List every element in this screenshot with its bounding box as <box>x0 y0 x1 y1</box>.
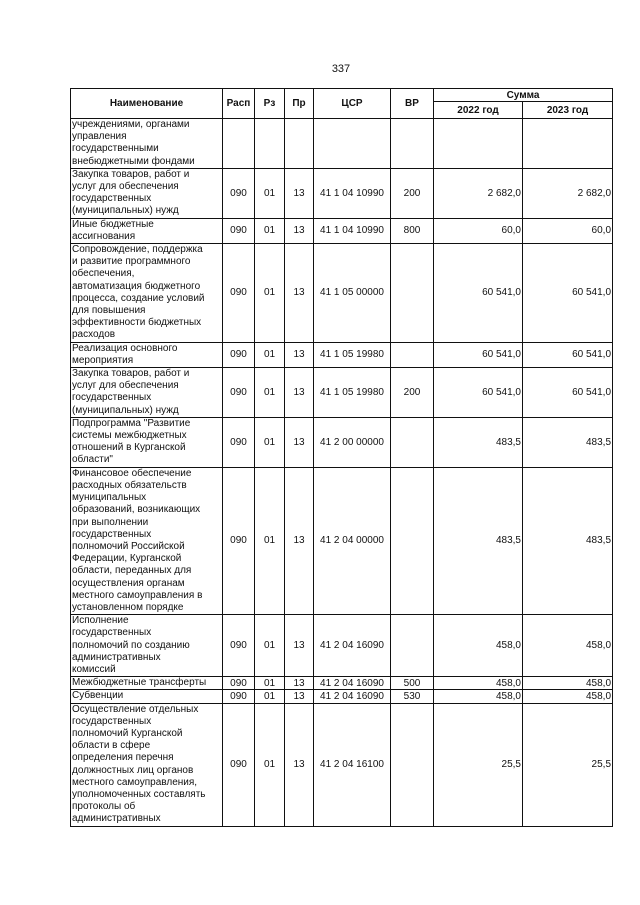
cell-rz: 01 <box>255 168 285 218</box>
cell-rasp: 090 <box>223 168 255 218</box>
cell-csr: 41 1 04 10990 <box>314 168 391 218</box>
cell-sum-2022: 25,5 <box>434 703 523 826</box>
cell-vr: 800 <box>391 218 434 243</box>
table-row <box>71 119 613 169</box>
cell-name: Исполнение государственных полномочий по созданию административных комиссий <box>71 615 223 677</box>
cell-pr: 13 <box>285 677 314 690</box>
cell-rz: 01 <box>255 677 285 690</box>
cell-vr: 530 <box>391 690 434 703</box>
cell-pr <box>285 119 314 169</box>
cell-rasp: 090 <box>223 417 255 467</box>
cell-vr <box>391 467 434 614</box>
cell-rasp: 090 <box>223 467 255 614</box>
cell-sum-2022: 2 682,0 <box>434 168 523 218</box>
page-number: 337 <box>331 63 351 75</box>
cell-name: Финансовое обеспечение расходных обязательств муниципальных образований, возникающих при выполнении государственных полномочий Российской Федерации, Курганской области, переданных для осуществления органам местного самоуправления в установленном порядке <box>71 467 223 614</box>
cell-rz <box>255 119 285 169</box>
table-row <box>71 703 613 826</box>
cell-pr: 13 <box>285 168 314 218</box>
cell-sum-2023: 483,5 <box>523 467 613 614</box>
cell-name: Подпрограмма "Развитие системы межбюджетных отношений в Курганской области" <box>71 417 223 467</box>
cell-sum-2023: 458,0 <box>523 690 613 703</box>
cell-sum-2022: 60 541,0 <box>434 368 523 418</box>
cell-sum-2023: 60,0 <box>523 218 613 243</box>
table-row <box>71 342 613 367</box>
cell-rasp: 090 <box>223 677 255 690</box>
cell-vr <box>391 417 434 467</box>
cell-csr: 41 2 04 16090 <box>314 690 391 703</box>
cell-vr: 500 <box>391 677 434 690</box>
header-rasp: Расп <box>223 89 255 119</box>
cell-vr <box>391 703 434 826</box>
cell-rz: 01 <box>255 703 285 826</box>
cell-name: Иные бюджетные ассигнования <box>71 218 223 243</box>
cell-sum-2023: 25,5 <box>523 703 613 826</box>
cell-rz: 01 <box>255 467 285 614</box>
header-row-top <box>71 89 613 102</box>
cell-vr <box>391 342 434 367</box>
table-row <box>71 244 613 343</box>
cell-csr: 41 1 04 10990 <box>314 218 391 243</box>
table-row <box>71 677 613 690</box>
cell-name: учреждениями, органами управления государственными внебюджетными фондами <box>71 119 223 169</box>
cell-pr: 13 <box>285 467 314 614</box>
cell-sum-2022: 483,5 <box>434 467 523 614</box>
table-row <box>71 417 613 467</box>
cell-rz: 01 <box>255 417 285 467</box>
cell-csr: 41 1 05 19980 <box>314 342 391 367</box>
cell-sum-2023: 458,0 <box>523 677 613 690</box>
table-row <box>71 615 613 677</box>
cell-rasp: 090 <box>223 342 255 367</box>
cell-sum-2022: 458,0 <box>434 677 523 690</box>
table-row <box>71 368 613 418</box>
cell-rasp: 090 <box>223 690 255 703</box>
cell-pr: 13 <box>285 218 314 243</box>
cell-vr <box>391 244 434 343</box>
cell-name: Межбюджетные трансферты <box>71 677 223 690</box>
cell-vr: 200 <box>391 168 434 218</box>
cell-sum-2022: 60 541,0 <box>434 342 523 367</box>
cell-csr: 41 2 04 16090 <box>314 615 391 677</box>
cell-sum-2023: 60 541,0 <box>523 368 613 418</box>
cell-rz: 01 <box>255 615 285 677</box>
table-header <box>71 89 613 119</box>
cell-name: Осуществление отдельных государственных полномочий Курганской области в сфере определения перечня должностных лиц органов местного самоуправления, уполномоченных составлять протоколы об административных <box>71 703 223 826</box>
cell-vr: 200 <box>391 368 434 418</box>
cell-csr <box>314 119 391 169</box>
cell-rasp: 090 <box>223 703 255 826</box>
cell-name: Закупка товаров, работ и услуг для обеспечения государственных (муниципальных) нужд <box>71 368 223 418</box>
cell-vr <box>391 615 434 677</box>
header-name: Наименование <box>71 89 223 119</box>
cell-csr: 41 1 05 19980 <box>314 368 391 418</box>
cell-sum-2022: 60,0 <box>434 218 523 243</box>
cell-pr: 13 <box>285 342 314 367</box>
table-row <box>71 168 613 218</box>
cell-rasp: 090 <box>223 218 255 243</box>
cell-sum-2023: 60 541,0 <box>523 244 613 343</box>
cell-sum-2023: 60 541,0 <box>523 342 613 367</box>
cell-sum-2022: 60 541,0 <box>434 244 523 343</box>
cell-pr: 13 <box>285 244 314 343</box>
cell-rz: 01 <box>255 690 285 703</box>
cell-vr <box>391 119 434 169</box>
cell-pr: 13 <box>285 368 314 418</box>
cell-csr: 41 2 00 00000 <box>314 417 391 467</box>
table-row <box>71 218 613 243</box>
header-year-2022: 2022 год <box>434 102 523 119</box>
cell-pr: 13 <box>285 615 314 677</box>
cell-sum-2023 <box>523 119 613 169</box>
cell-sum-2022: 458,0 <box>434 615 523 677</box>
header-rz: Рз <box>255 89 285 119</box>
cell-sum-2022: 483,5 <box>434 417 523 467</box>
cell-csr: 41 2 04 16090 <box>314 677 391 690</box>
cell-name: Сопровождение, поддержка и развитие программного обеспечения, автоматизация бюджетного процесса, создание условий для повышения эффективности бюджетных расходов <box>71 244 223 343</box>
cell-rz: 01 <box>255 368 285 418</box>
cell-rz: 01 <box>255 244 285 343</box>
header-sum: Сумма <box>434 89 613 102</box>
header-vr: ВР <box>391 89 434 119</box>
table-body <box>71 119 613 827</box>
cell-name: Субвенции <box>71 690 223 703</box>
cell-rasp <box>223 119 255 169</box>
cell-name: Закупка товаров, работ и услуг для обеспечения государственных (муниципальных) нужд <box>71 168 223 218</box>
cell-sum-2023: 483,5 <box>523 417 613 467</box>
cell-csr: 41 2 04 00000 <box>314 467 391 614</box>
table-row <box>71 467 613 614</box>
header-csr: ЦСР <box>314 89 391 119</box>
cell-sum-2022 <box>434 119 523 169</box>
cell-pr: 13 <box>285 690 314 703</box>
cell-sum-2022: 458,0 <box>434 690 523 703</box>
header-year-2023: 2023 год <box>523 102 613 119</box>
cell-rz: 01 <box>255 342 285 367</box>
cell-pr: 13 <box>285 703 314 826</box>
cell-rasp: 090 <box>223 244 255 343</box>
cell-sum-2023: 2 682,0 <box>523 168 613 218</box>
cell-name: Реализация основного мероприятия <box>71 342 223 367</box>
cell-rasp: 090 <box>223 368 255 418</box>
cell-sum-2023: 458,0 <box>523 615 613 677</box>
cell-pr: 13 <box>285 417 314 467</box>
table-row <box>71 690 613 703</box>
header-pr: Пр <box>285 89 314 119</box>
cell-rz: 01 <box>255 218 285 243</box>
cell-csr: 41 2 04 16100 <box>314 703 391 826</box>
budget-table <box>70 88 613 827</box>
cell-rasp: 090 <box>223 615 255 677</box>
cell-csr: 41 1 05 00000 <box>314 244 391 343</box>
